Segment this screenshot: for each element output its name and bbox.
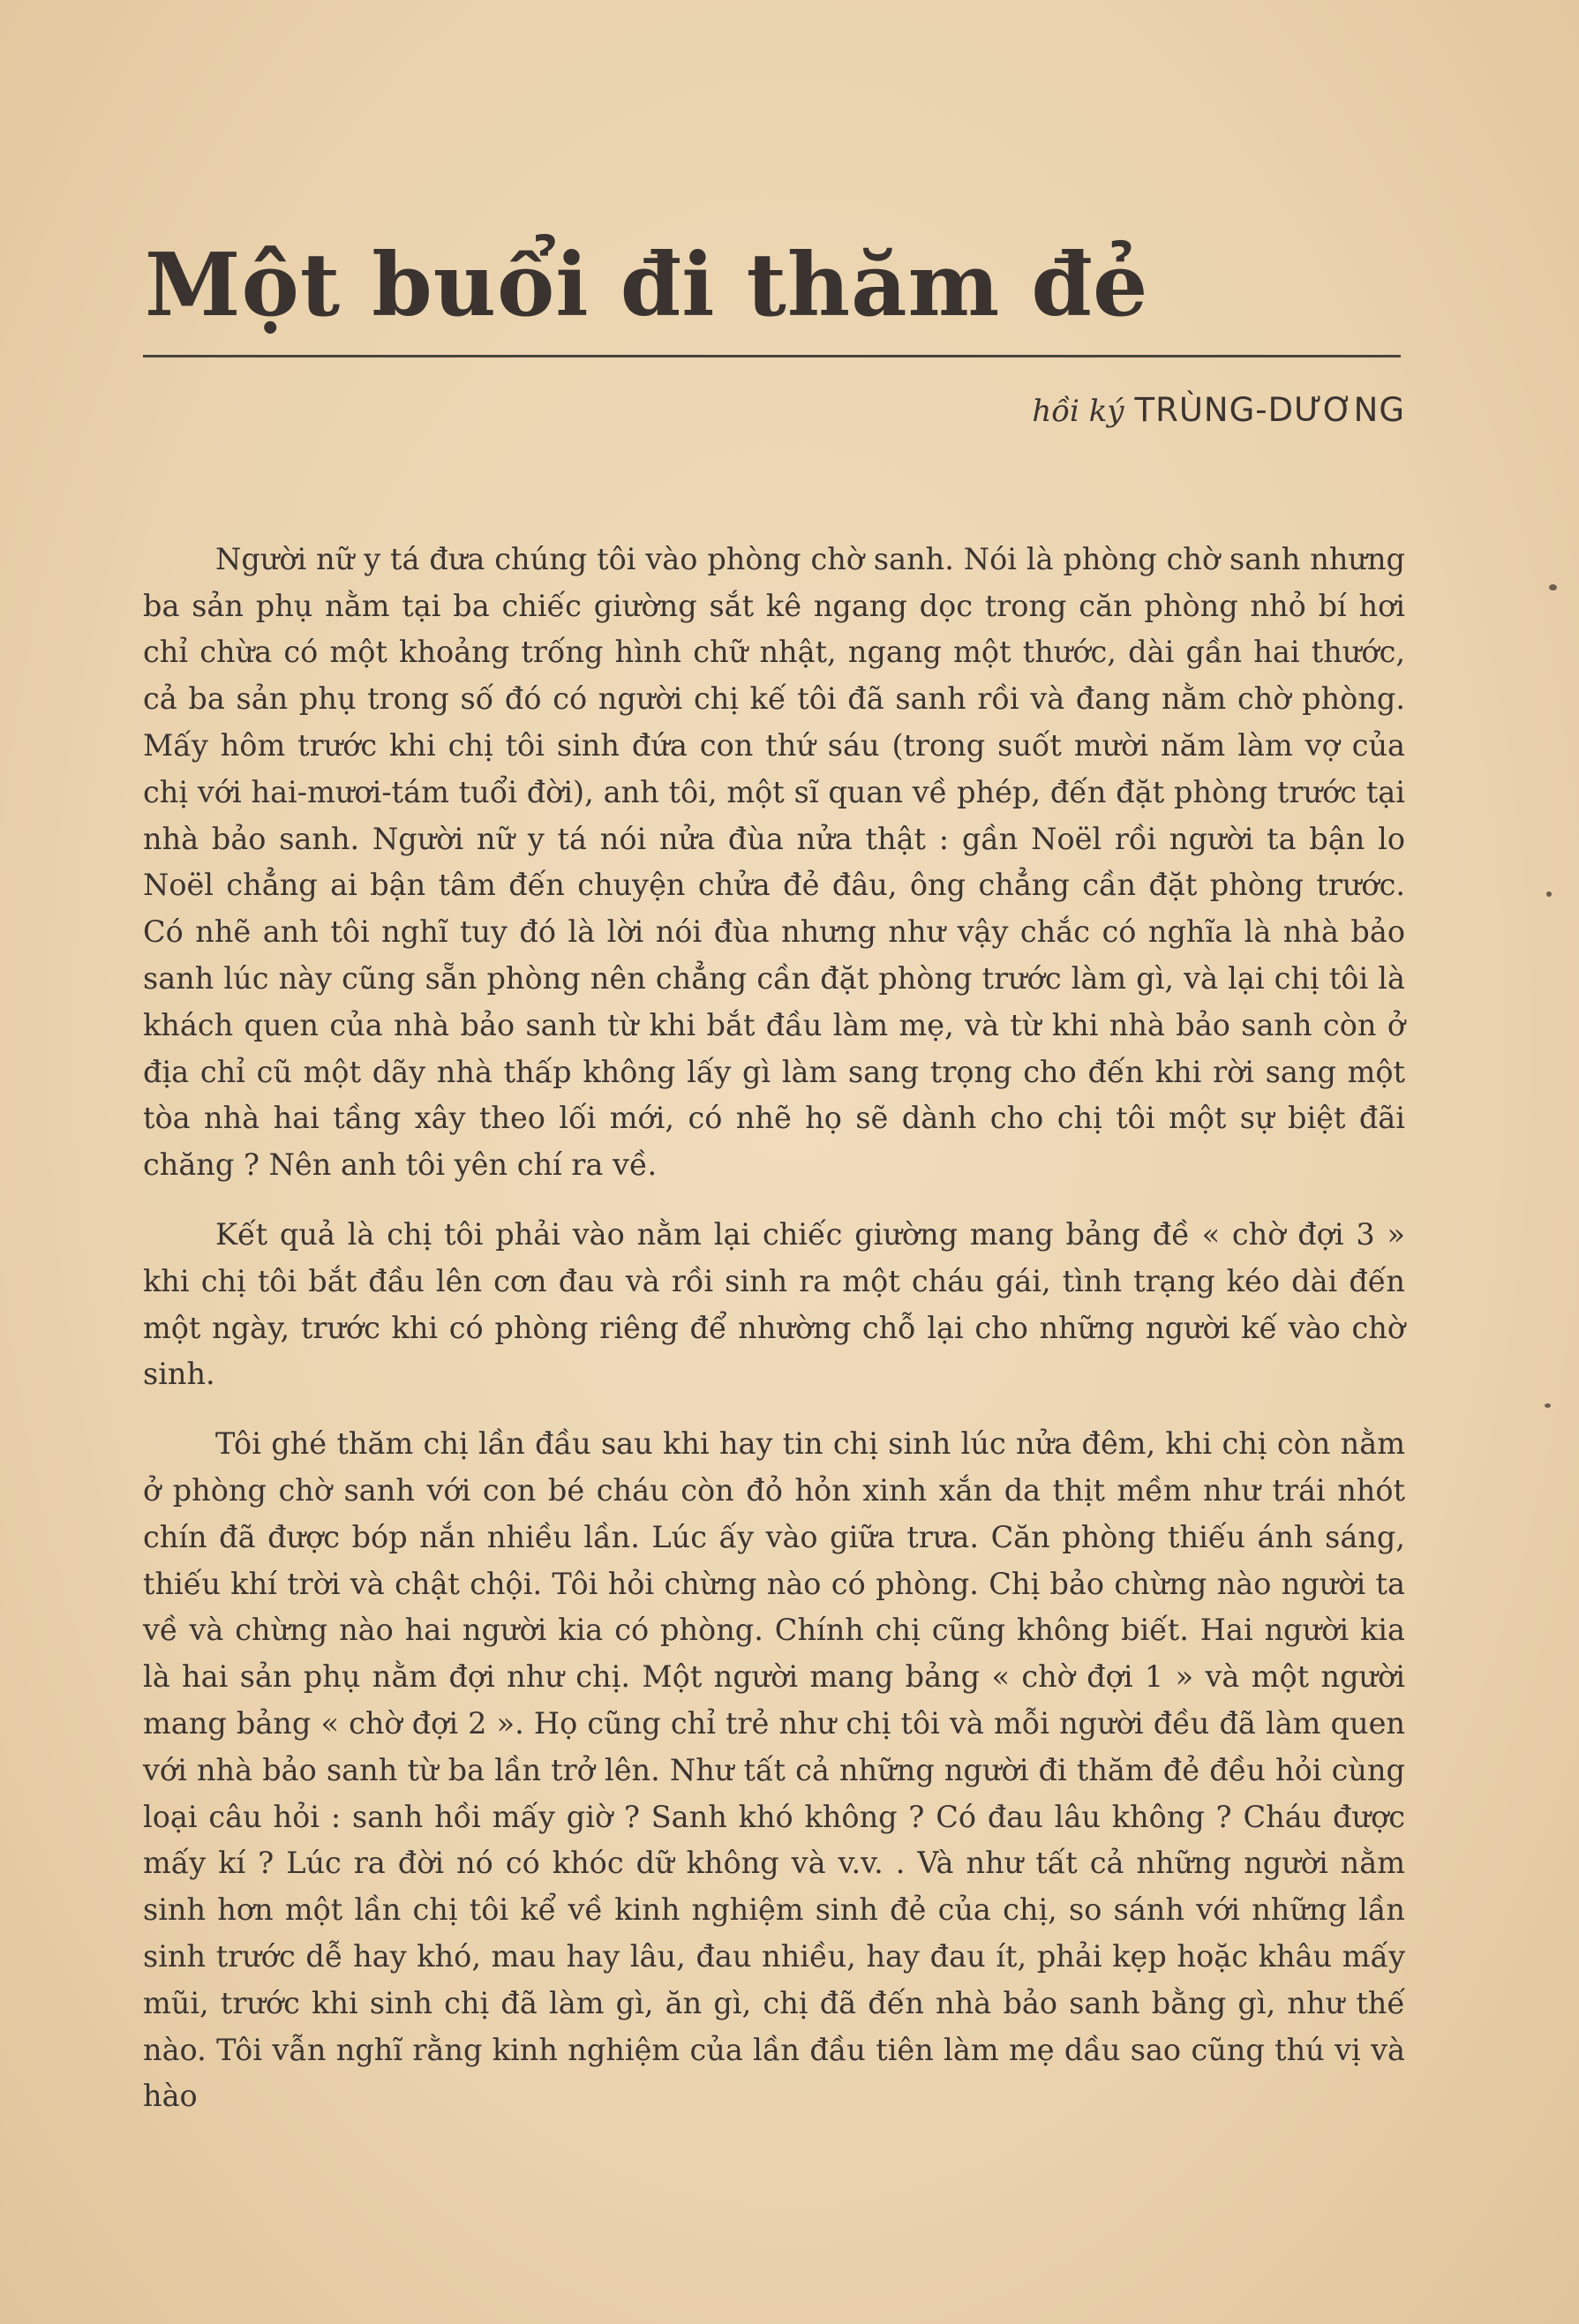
article: [143, 235, 1405, 2143]
paragraph: Tôi ghé thăm chị lần đầu sau khi hay tin chị sinh lúc nửa đêm, khi chị còn nằm ở phòng chờ sanh với con bé cháu còn đỏ hỏn xinh xắn da thịt mềm như trái nhót chín đã được bóp nắn nhiều lần. Lúc ấy vào giữa trưa. Căn phòng thiếu ánh sáng, thiếu khí trời và chật chội. Tôi hỏi chừng nào có phòng. Chị bảo chừng nào người ta về và chừng nào hai người kia có phòng. Chính chị cũng không biết. Hai người kia là hai sản phụ nằm đợi như chị. Một người mang bảng « chờ đợi 1 » và một người mang bảng « chờ đợi 2 ». Họ cũng chỉ trẻ như chị tôi và mỗi người đều đã làm quen với nhà bảo sanh từ ba lần trở lên. Như tất cả những người đi thăm đẻ đều hỏi cùng loại câu hỏi : sanh hồi mấy giờ ? Sanh khó không ? Có đau lâu không ? Cháu được mấy kí ? Lúc ra đời nó có khóc dữ không và v.v. . Và như tất cả những người nằm sinh hơn một lần chị tôi kể về kinh nghiệm sinh đẻ của chị, so sánh với những lần sinh trước dễ hay khó, mau hay lâu, đau nhiều, hay đau ít, phải kẹp hoặc khâu mấy mũi, trước khi sinh chị đã làm gì, ăn gì, chị đã đến nhà bảo sanh bằng gì, như thế nào. Tôi vẫn nghĩ rằng kinh nghiệm của lần đầu tiên làm mẹ dầu sao cũng thú vị và hào: [143, 1426, 1405, 2114]
paper-speck: [1545, 1403, 1551, 1408]
byline: [143, 391, 1405, 429]
paragraph: Người nữ y tá đưa chúng tôi vào phòng chờ sanh. Nói là phòng chờ sanh nhưng ba sản phụ nằm tại ba chiếc giường sắt kê ngang dọc trong căn phòng nhỏ bí hơi chỉ chừa có một khoảng trống hình chữ nhật, ngang một thước, dài gần hai thước, cả ba sản phụ trong số đó có người chị kế tôi đã sanh rồi và đang nằm chờ phòng. Mấy hôm trước khi chị tôi sinh đứa con thứ sáu (trong suốt mười năm làm vợ của chị với hai-mươi-tám tuổi đời), anh tôi, một sĩ quan về phép, đến đặt phòng trước tại nhà bảo sanh. Người nữ y tá nói nửa đùa nửa thật : gần Noël rồi người ta bận lo Noël chẳng ai bận tâm đến chuyện chửa đẻ đâu, ông chẳng cần đặt phòng trước. Có nhẽ anh tôi nghĩ tuy đó là lời nói đùa nhưng như vậy chắc có nghĩa là nhà bảo sanh lúc này cũng sẵn phòng nên chẳng cần đặt phòng trước làm gì, và lại chị tôi là khách quen của nhà bảo sanh từ khi bắt đầu làm mẹ, và từ khi nhà bảo sanh còn ở địa chỉ cũ một dãy nhà thấp không lấy gì làm sang trọng cho đến khi rời sang một tòa nhà hai tầng xây theo lối mới, có nhẽ họ sẽ dành cho chị tôi một sự biệt đãi chăng ? Nên anh tôi yên chí ra về.: [143, 541, 1405, 1183]
byline-author: TRÙNG-DƯƠNG: [1134, 390, 1405, 429]
paper-speck: [1546, 891, 1552, 897]
paper-speck: [1549, 584, 1557, 590]
article-body: [143, 537, 1405, 2120]
byline-genre: hồi ký: [1032, 393, 1124, 429]
article-title: Một buổi đi thăm đẻ: [145, 235, 1149, 336]
paragraph: Kết quả là chị tôi phải vào nằm lại chiếc giường mang bảng đề « chờ đợi 3 » khi chị tôi bắt đầu lên cơn đau và rồi sinh ra một cháu gái, tình trạng kéo dài đến một ngày, trước khi có phòng riêng để nhường chỗ lại cho những người kế vào chờ sinh.: [143, 1216, 1405, 1392]
title-rule: [143, 355, 1401, 357]
